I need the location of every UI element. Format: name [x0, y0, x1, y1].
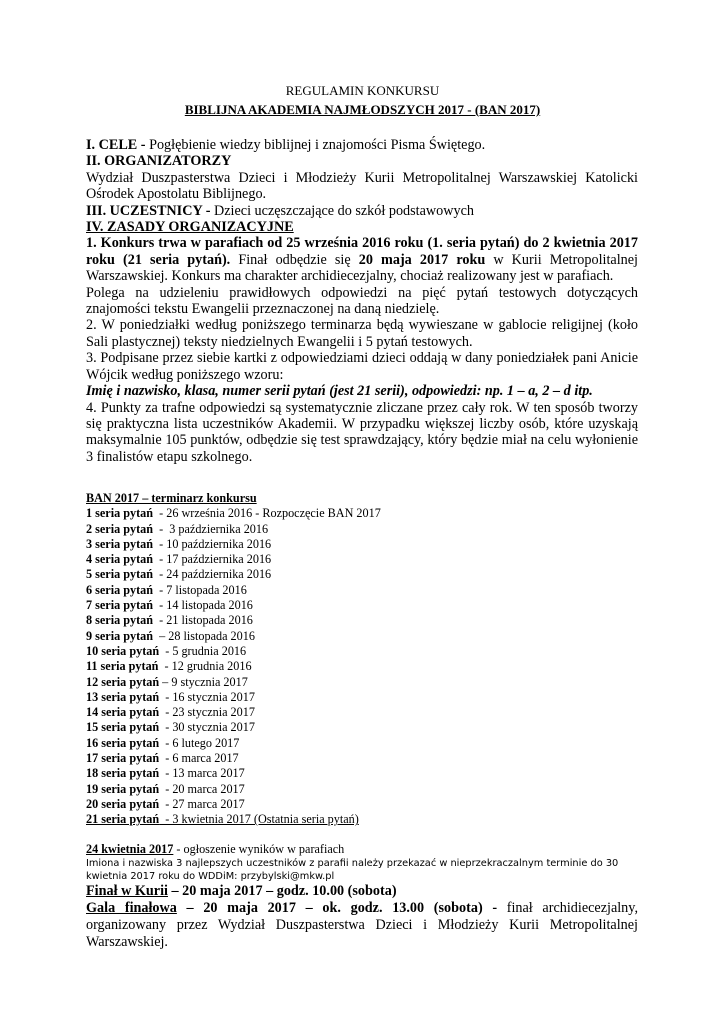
gala-line [86, 900, 638, 951]
participants-heading: III. UCZESTNICY - [86, 202, 211, 219]
schedule-row [86, 598, 486, 613]
results-text: - ogłoszenie wyników w parafiach [173, 842, 345, 856]
results-date: 24 kwietnia 2017 [86, 842, 174, 856]
gala-text: finał archidiecezjalny, organizowany przez Wydział Duszpasterstwa Dzieci i Młodzieży Kurii Metropolitalnej Warszawskiej. [86, 900, 638, 950]
rule-1 [86, 235, 638, 284]
series-label: 15 seria pytań [86, 720, 160, 735]
series-label: 17 seria pytań [86, 751, 160, 766]
rule-1-text-a: Finał odbędzie się [230, 251, 359, 268]
series-label: 1 seria pytań [86, 506, 154, 521]
series-date: - 16 stycznia 2017 [159, 689, 255, 704]
series-label: 7 seria pytań [86, 598, 154, 613]
schedule-row [86, 506, 486, 521]
schedule-row [86, 659, 486, 674]
series-date: - 27 marca 2017 [159, 796, 245, 811]
series-label: 3 seria pytań [86, 536, 154, 551]
rule-1-bold: 1. Konkurs trwa w parafiach od 25 września 2016 roku (1. seria pytań) do 2 kwietnia 2017 roku (21 seria pytań). [86, 235, 638, 268]
schedule-row [86, 736, 486, 751]
series-label: 8 seria pytań [86, 613, 154, 628]
series-label: 5 seria pytań [86, 567, 154, 582]
answer-pattern: Imię i nazwisko, klasa, numer serii pytań (jest 21 serii), odpowiedzi: np. 1 – a, 2 – d itp. [86, 383, 593, 400]
series-date: - 6 lutego 2017 [159, 735, 240, 750]
schedule-row [86, 782, 486, 797]
series-date: - 26 września 2016 - Rozpoczęcie BAN 2017 [153, 506, 381, 521]
series-date: - 30 stycznia 2017 [159, 720, 255, 735]
schedule [86, 491, 486, 828]
regulations-body [86, 137, 638, 465]
series-label: 9 seria pytań [86, 628, 154, 643]
schedule-row [86, 583, 486, 598]
series-label: 19 seria pytań [86, 781, 160, 796]
submission-note: Imiona i nazwiska 3 najlepszych uczestników z parafii należy przekazać w nieprzekraczalnym terminie do 30 kwietnia 2017 roku do WDDiM: przybylski@mkw.pl [86, 858, 619, 882]
results-line [86, 842, 638, 857]
series-date: - 23 stycznia 2017 [159, 705, 255, 720]
final-line [86, 883, 638, 900]
series-label: 2 seria pytań [86, 521, 154, 536]
series-date: - 17 października 2016 [153, 552, 272, 567]
schedule-list [86, 506, 486, 827]
schedule-row [86, 797, 486, 812]
schedule-row [86, 720, 486, 735]
schedule-row [86, 812, 486, 827]
series-date: - 13 marca 2017 [159, 766, 245, 781]
schedule-row [86, 552, 486, 567]
rule-2: 2. W poniedziałki według poniższego terminarza będą wywieszane w gablocie religijnej (koło Sali plastycznej) teksty niedzielnych Ewangelii i 5 pytań testowych. [86, 317, 638, 350]
series-label: 13 seria pytań [86, 689, 160, 704]
gala-date: – 20 maja 2017 – ok. godz. 13.00 (sobota) - [176, 900, 498, 916]
rule-1-text-b: w Kurii Metropolitalnej Warszawskiej. Konkurs ma charakter archidiecezjalny, chociaż realizowany jest w parafiach. [86, 251, 638, 285]
schedule-row [86, 644, 486, 659]
final-text: – 20 maja 2017 – godz. 10.00 (sobota) [167, 883, 397, 899]
schedule-row [86, 766, 486, 781]
schedule-row [86, 751, 486, 766]
schedule-row [86, 522, 486, 537]
series-label: 16 seria pytań [86, 735, 160, 750]
rule-3: 3. Podpisane przez siebie kartki z odpowiedziami dzieci oddają w dany poniedziałek pani Anicie Wójcik według poniższego wzoru: [86, 350, 638, 383]
series-label: 11 seria pytań [86, 659, 159, 674]
series-date: - 14 listopada 2016 [153, 598, 253, 613]
schedule-row [86, 567, 486, 582]
series-label: 18 seria pytań [86, 766, 160, 781]
schedule-row [86, 537, 486, 552]
rule-4: 4. Punkty za trafne odpowiedzi są systematycznie zliczane przez cały rok. W ten sposób tworzy się praktyczna lista uczestników Akademii. W przypadku większej liczby osób, które uzyskają maksymalnie 105 punktów, odbędzie się test sprawdzający, który będzie miał na celu wyłonienie 3 finalistów etapu szkolnego. [86, 399, 638, 465]
series-label: 4 seria pytań [86, 552, 154, 567]
series-label: 10 seria pytań [86, 643, 160, 658]
schedule-row [86, 613, 486, 628]
goals-heading: I. CELE - [86, 137, 146, 153]
organizers-heading: II. ORGANIZATORZY [86, 153, 232, 170]
schedule-row [86, 629, 486, 644]
series-label: 14 seria pytań [86, 705, 160, 720]
series-date: - 5 grudnia 2016 [159, 643, 247, 658]
rules-heading: IV. ZASADY ORGANIZACYJNE [86, 219, 294, 236]
series-date: - 21 listopada 2016 [153, 613, 253, 628]
document-title: REGULAMIN KONKURSU [285, 83, 440, 98]
gala-label: Gala finałowa [86, 900, 177, 916]
series-date: - 10 października 2016 [153, 536, 272, 551]
schedule-row [86, 690, 486, 705]
series-label: 20 seria pytań [86, 796, 160, 811]
series-label: 6 seria pytań [86, 582, 154, 597]
series-date: - 3 kwietnia 2017 (Ostatnia seria pytań) [159, 812, 359, 827]
final-label: Finał w Kurii [86, 883, 168, 899]
participants-text: Dzieci uczęszczające do szkół podstawowych [210, 202, 474, 219]
series-date: - 7 listopada 2016 [153, 582, 247, 597]
series-date: - 24 października 2016 [153, 567, 272, 582]
series-date: – 9 stycznia 2017 [159, 674, 248, 689]
section-goals [86, 137, 638, 153]
organizers-text: Wydział Duszpasterstwa Dzieci i Młodzieży Kurii Metropolitalnej Warszawskiej Katolicki Ośrodek Apostolatu Biblijnego. [86, 169, 638, 203]
series-date: – 28 listopada 2016 [153, 628, 255, 643]
series-date: - 3 października 2016 [153, 521, 269, 536]
series-label: 21 seria pytań [86, 812, 160, 827]
series-date: - 12 grudnia 2016 [158, 659, 252, 674]
section-participants [86, 203, 638, 219]
series-date: - 20 marca 2017 [159, 781, 245, 796]
series-date: - 6 marca 2017 [159, 751, 239, 766]
rule-1-final-date: 20 maja 2017 roku [358, 251, 486, 268]
rule-1-description: Polega na udzieleniu prawidłowych odpowiedzi na pięć pytań testowych dotyczących znajomości tekstu Ewangelii przeznaczonej na daną niedzielę. [86, 284, 638, 318]
goals-text: Pogłębienie wiedzy biblijnej i znajomości Pisma Świętego. [145, 137, 486, 153]
series-label: 12 seria pytań [86, 674, 160, 689]
schedule-row [86, 705, 486, 720]
schedule-row [86, 675, 486, 690]
competition-name: BIBLIJNA AKADEMIA NAJMŁODSZYCH 2017 - (BAN 2017) [184, 102, 541, 117]
footer [86, 842, 638, 951]
schedule-title: BAN 2017 – terminarz konkursu [86, 491, 257, 505]
